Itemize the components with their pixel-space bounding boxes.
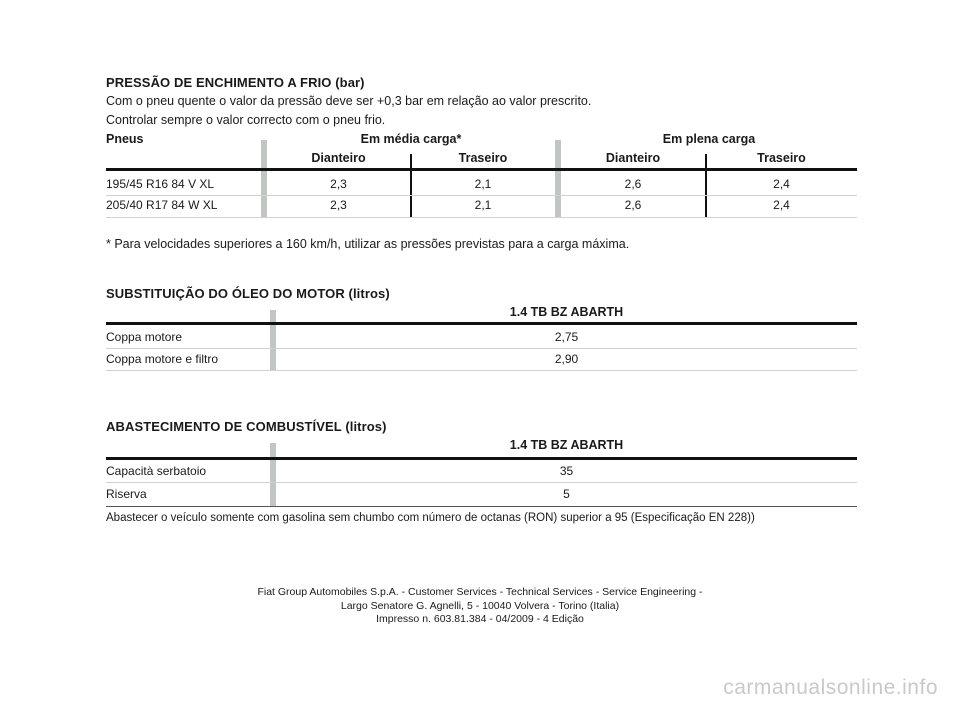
pressure-value-cell: 2,4 — [773, 198, 790, 212]
fuel-value-cell: 35 — [559, 464, 574, 478]
fuel-title: ABASTECIMENTO DE COMBUSTÍVEL (litros) — [106, 419, 387, 434]
pressure-value-cell: 2,6 — [624, 177, 642, 191]
pressure-value-cell: 2,3 — [330, 177, 347, 191]
pressure-value-cell: 2,6 — [624, 198, 642, 212]
row-divider — [106, 482, 857, 483]
footer-line-2: Largo Senatore G. Agnelli, 5 - 10040 Volvera - Torino (Italia) — [340, 600, 620, 612]
tyre-size-cell: 205/40 R17 84 W XL — [106, 198, 218, 212]
row-divider — [106, 506, 857, 507]
footer-line-1: Fiat Group Automobiles S.p.A. - Customer Services - Technical Services - Service Engineering - — [257, 586, 703, 598]
pressure-info-line-1: Com o pneu quente o valor da pressão deve ser +0,3 bar em relação ao valor prescrito. — [106, 94, 592, 108]
pressure-footnote: * Para velocidades superiores a 160 km/h, utilizar as pressões previstas para a carga máxima. — [106, 237, 630, 251]
row-divider — [106, 217, 857, 218]
fuel-value-cell: 5 — [563, 487, 570, 501]
oil-value-cell: 2,75 — [554, 330, 579, 344]
oil-value-cell: 2,90 — [554, 352, 579, 366]
fuel-label-cell: Capacità serbatoio — [106, 464, 207, 478]
pressure-title: PRESSÃO DE ENCHIMENTO A FRIO (bar) — [106, 75, 365, 90]
oil-label-cell: Coppa motore — [106, 330, 183, 344]
pressure-value-cell: 2,4 — [773, 177, 790, 191]
oil-label-cell: Coppa motore e filtro — [106, 352, 219, 366]
pressure-value-cell: 2,1 — [474, 177, 492, 191]
oil-title: SUBSTITUIÇÃO DO ÓLEO DO MOTOR (litros) — [106, 286, 390, 301]
watermark-text: carmanualsonline.info — [723, 676, 938, 699]
header-rule — [106, 168, 857, 171]
column-header-rear-medium: Traseiro — [458, 151, 508, 165]
tyre-size-cell: 195/45 R16 84 V XL — [106, 177, 215, 191]
header-rule — [106, 322, 857, 325]
column-header-front-full: Dianteiro — [605, 151, 661, 165]
fuel-label-cell: Riserva — [106, 487, 147, 501]
column-header-front-medium: Dianteiro — [311, 151, 366, 165]
column-header-tyres: Pneus — [106, 132, 144, 146]
column-header-rear-full: Traseiro — [757, 151, 806, 165]
pressure-info-line-2: Controlar sempre o valor correcto com o pneu frio. — [106, 113, 386, 127]
fuel-note: Abastecer o veículo somente com gasolina sem chumbo com número de octanas (RON) superior a 95 (Especificação EN 228)) — [106, 512, 755, 524]
footer-line-3: Impresso n. 603.81.384 - 04/2009 - 4 Edição — [376, 613, 584, 625]
oil-model-header: 1.4 TB BZ ABARTH — [509, 305, 624, 319]
group-header-full-load: Em plena carga — [662, 132, 756, 146]
row-divider — [106, 348, 857, 349]
row-divider — [106, 195, 857, 196]
pressure-value-cell: 2,3 — [330, 198, 347, 212]
group-header-medium-load: Em média carga* — [360, 132, 462, 146]
row-divider — [106, 370, 857, 371]
fuel-model-header: 1.4 TB BZ ABARTH — [509, 438, 624, 452]
header-rule — [106, 457, 857, 460]
pressure-value-cell: 2,1 — [474, 198, 492, 212]
